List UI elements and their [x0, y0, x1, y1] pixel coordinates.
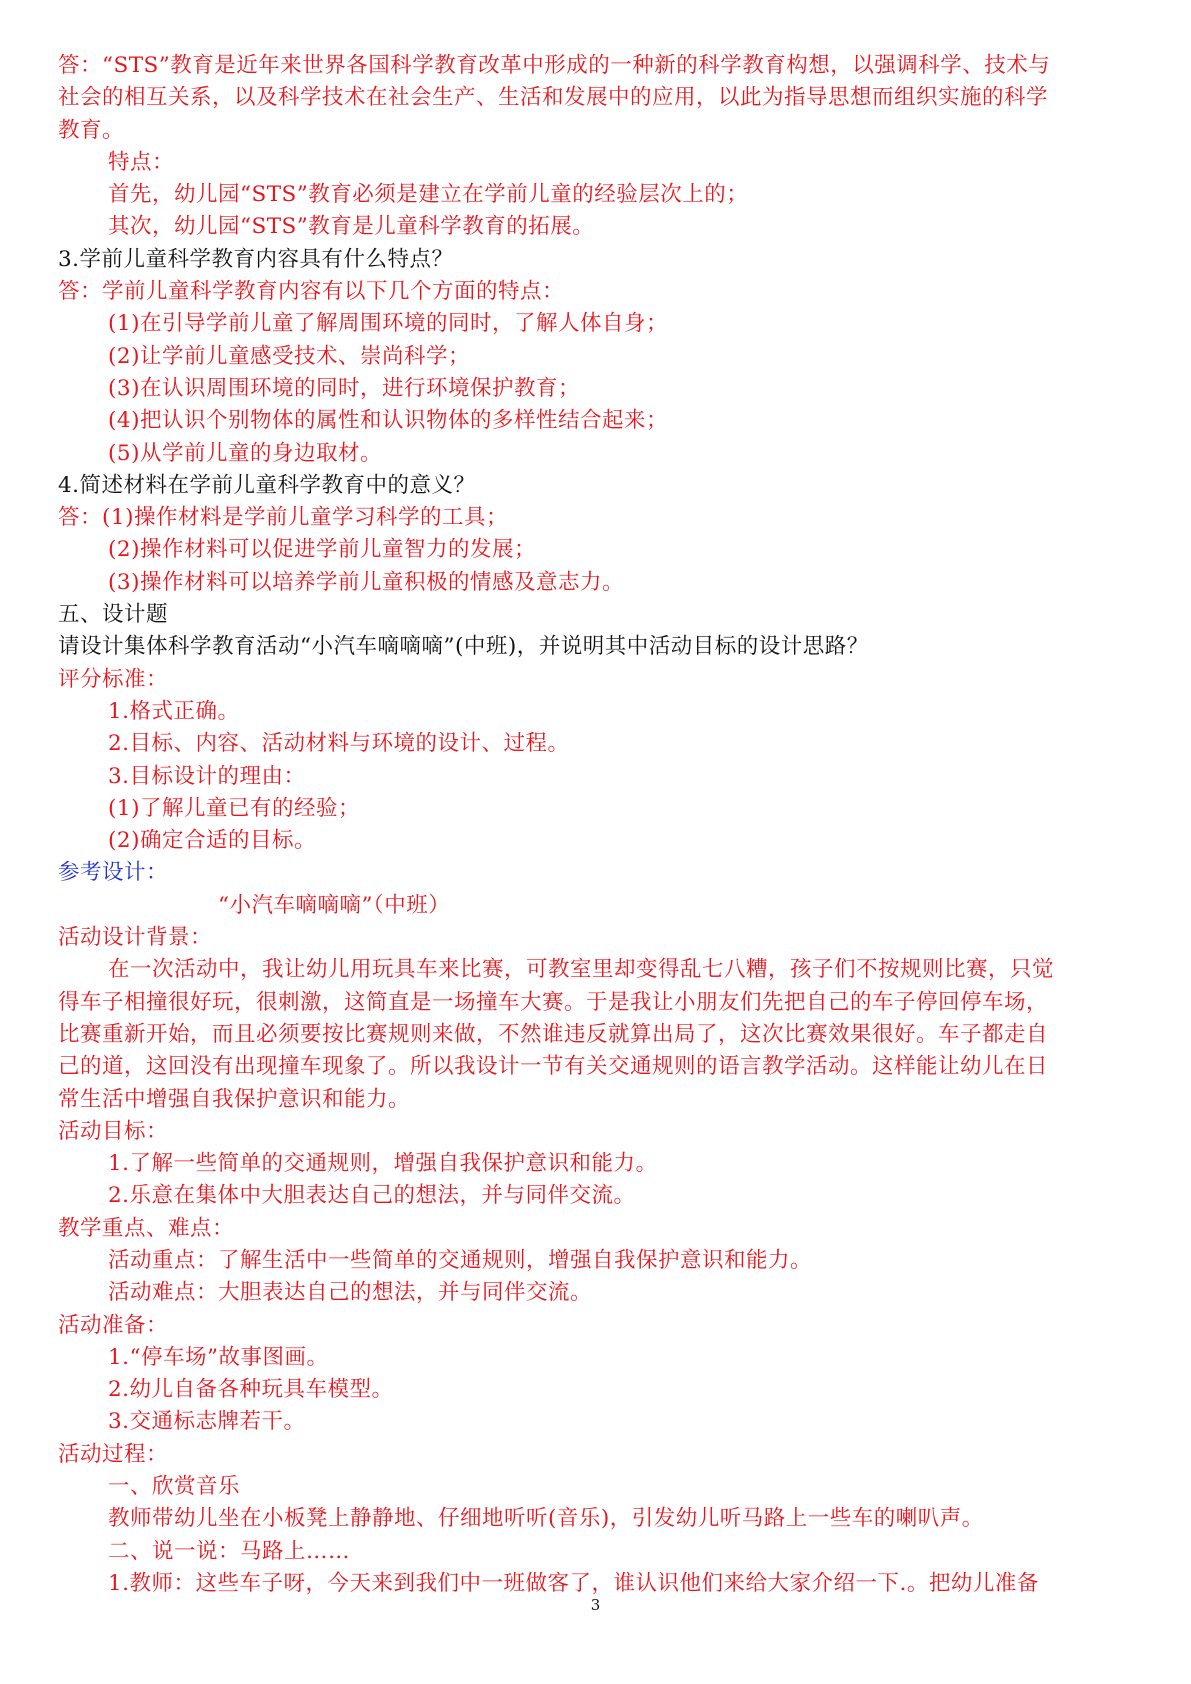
text-line: 3.学前儿童科学教育内容具有什么特点？: [58, 246, 454, 272]
text-line: 4.简述材料在学前儿童科学教育中的意义？: [58, 472, 476, 498]
text-line: 社会的相互关系，以及科学技术在社会生产、生活和发展中的应用，以此为指导思想而组织实施的科学: [58, 85, 1049, 111]
text-line: 教学重点、难点：: [58, 1215, 235, 1241]
text-line: 得车子相撞很好玩，很刺激，这简直是一场撞车大赛。于是我让小朋友们先把自己的车子停回停车场，: [58, 989, 1049, 1015]
text-line: 3.交通标志牌若干。: [108, 1409, 306, 1435]
text-line: 教师带幼儿坐在小板凳上静静地、仔细地听听(音乐)，引发幼儿听马路上一些车的喇叭声。: [108, 1506, 984, 1532]
text-line: 1.了解一些简单的交通规则，增强自我保护意识和能力。: [108, 1151, 658, 1177]
page-number: 3: [590, 1596, 601, 1614]
text-line: 答：(1)操作材料是学前儿童学习科学的工具；: [58, 505, 508, 531]
text-line: 活动重点：了解生活中一些简单的交通规则，增强自我保护意识和能力。: [108, 1247, 813, 1273]
text-line: 二、说一说：马路上……: [108, 1538, 351, 1564]
text-line: 2.乐意在集体中大胆表达自己的想法，并与同伴交流。: [108, 1183, 636, 1209]
text-line: 参考设计：: [58, 860, 169, 886]
text-line: (2)操作材料可以促进学前儿童智力的发展；: [108, 537, 536, 563]
text-line: 在一次活动中，我让幼儿用玩具车来比赛，可教室里却变得乱七八糟，孩子们不按规则比赛，只觉: [108, 957, 1055, 983]
text-line: 1.“停车场”故事图画。: [108, 1344, 329, 1370]
document-body: [58, 50, 1136, 1600]
text-line: 一、欣赏音乐: [108, 1474, 241, 1500]
text-line: 评分标准：: [58, 666, 169, 692]
text-line: 特点：: [108, 149, 175, 175]
text-line: 活动目标：: [58, 1118, 169, 1144]
text-line: 五、设计题: [58, 602, 169, 628]
text-line: 比赛重新开始，而且必须要按比赛规则来做，不然谁违反就算出局了，这次比赛效果很好。车子都走自: [58, 1021, 1049, 1047]
text-line: 活动难点：大胆表达自己的想法，并与同伴交流。: [108, 1280, 593, 1306]
text-line: 活动过程：: [58, 1441, 169, 1467]
text-line: 1.格式正确。: [108, 698, 240, 724]
text-line: (4)把认识个别物体的属性和认识物体的多样性结合起来；: [108, 408, 668, 434]
text-line: 3.目标设计的理由：: [108, 763, 306, 789]
text-line: (2)确定合适的目标。: [108, 828, 316, 854]
text-line: (1)了解儿童已有的经验；: [108, 795, 360, 821]
text-line: 答：学前儿童科学教育内容有以下几个方面的特点：: [58, 279, 565, 305]
text-line: 2.目标、内容、活动材料与环境的设计、过程。: [108, 731, 570, 757]
text-line: (2)让学前儿童感受技术、崇尚科学；: [108, 343, 470, 369]
text-line: 1.教师：这些车子呀，今天来到我们中一班做客了，谁认识他们来给大家介绍一下.。把幼儿准备: [108, 1570, 1039, 1596]
text-line: (3)操作材料可以培养学前儿童积极的情感及意志力。: [108, 569, 624, 595]
text-line: 常生活中增强自我保护意识和能力。: [58, 1086, 411, 1112]
text-line: 请设计集体科学教育活动“小汽车嘀嘀嘀”(中班)，并说明其中活动目标的设计思路？: [58, 634, 869, 660]
text-line: 2.幼儿自备各种玩具车模型。: [108, 1377, 394, 1403]
text-line: 其次，幼儿园“STS”教育是儿童科学教育的拓展。: [108, 214, 595, 240]
text-line: “小汽车嘀嘀嘀”（中班）: [218, 892, 451, 918]
text-line: (3)在认识周围环境的同时，进行环境保护教育；: [108, 375, 580, 401]
text-line: (1)在引导学前儿童了解周围环境的同时，了解人体自身；: [108, 311, 668, 337]
text-line: 活动准备：: [58, 1312, 169, 1338]
text-line: 首先，幼儿园“STS”教育必须是建立在学前儿童的经验层次上的；: [108, 182, 749, 208]
text-line: 答：“STS”教育是近年来世界各国科学教育改革中形成的一种新的科学教育构想，以强调科学、技术与: [58, 53, 1051, 78]
text-line: (5)从学前儿童的身边取材。: [108, 440, 382, 466]
text-line: 教育。: [58, 117, 125, 143]
text-line: 活动设计背景：: [58, 925, 213, 951]
text-line: 己的道，这回没有出现撞车现象了。所以我设计一节有关交通规则的语言教学活动。这样能让幼儿在日: [58, 1054, 1049, 1080]
